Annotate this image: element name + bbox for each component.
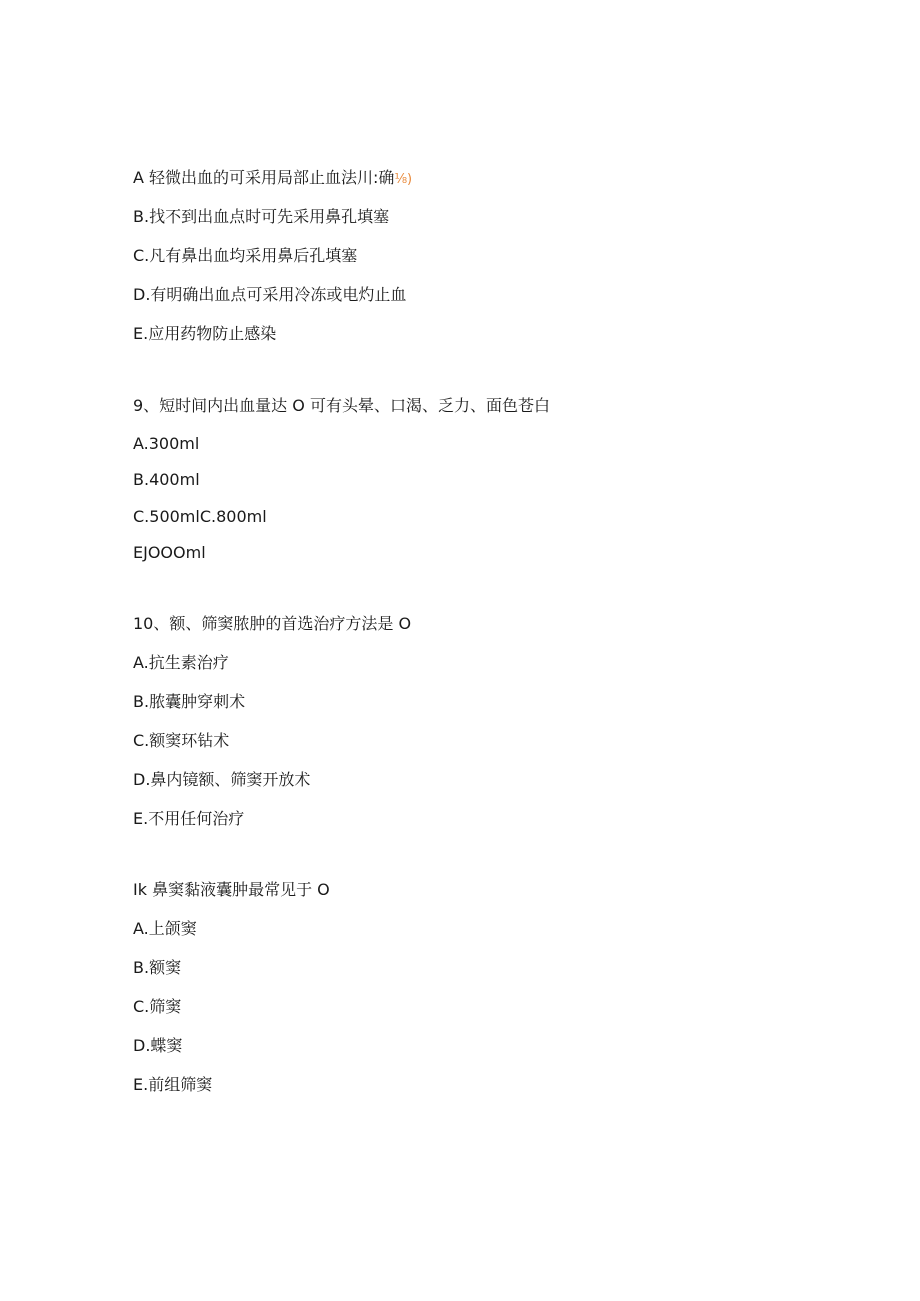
- q11-option-e: E.前组筛窦: [133, 1075, 213, 1094]
- q9-option-b: B.400ml: [133, 470, 200, 489]
- q10-option-c: C.额窦环钻术: [133, 731, 230, 750]
- q8-option-a: [133, 168, 412, 190]
- q8-option-c: C.凡有鼻出血均采用鼻后孔填塞: [133, 246, 358, 265]
- q8-option-e: E.应用药物防止感染: [133, 324, 277, 343]
- q10-option-d: D.鼻内镜额、筛窦开放术: [133, 770, 311, 789]
- q11-option-b: B.额窦: [133, 958, 182, 977]
- q11-stem: Ik 鼻窦黏液囊肿最常见于 O: [133, 880, 330, 899]
- q8-option-b: B.找不到出血点时可先采用鼻孔填塞: [133, 207, 390, 226]
- q9-option-e: EJOOOml: [133, 543, 206, 562]
- q9-stem: 9、短时间内出血量达 O 可有头晕、口渴、乏力、面色苍白: [133, 396, 550, 415]
- q8-option-a-text: A 轻微出血的可采用局部止血法川:确: [133, 168, 395, 187]
- q11-option-c: C.筛窦: [133, 997, 182, 1016]
- q9-option-c: C.500mlC.800ml: [133, 507, 267, 526]
- q8-option-a-mark: ⅛): [394, 172, 413, 187]
- q8-option-d: D.有明确出血点可采用冷冻或电灼止血: [133, 285, 407, 304]
- q9-option-a: A.300ml: [133, 434, 200, 453]
- q10-option-b: B.脓囊肿穿刺术: [133, 692, 246, 711]
- q10-option-a: A.抗生素治疗: [133, 653, 229, 672]
- q10-stem: 10、额、筛窦脓肿的首选治疗方法是 O: [133, 614, 412, 633]
- q10-option-e: E.不用任何治疗: [133, 809, 245, 828]
- q11-option-a: A.上颌窦: [133, 919, 197, 938]
- q11-option-d: D.蝶窦: [133, 1036, 183, 1055]
